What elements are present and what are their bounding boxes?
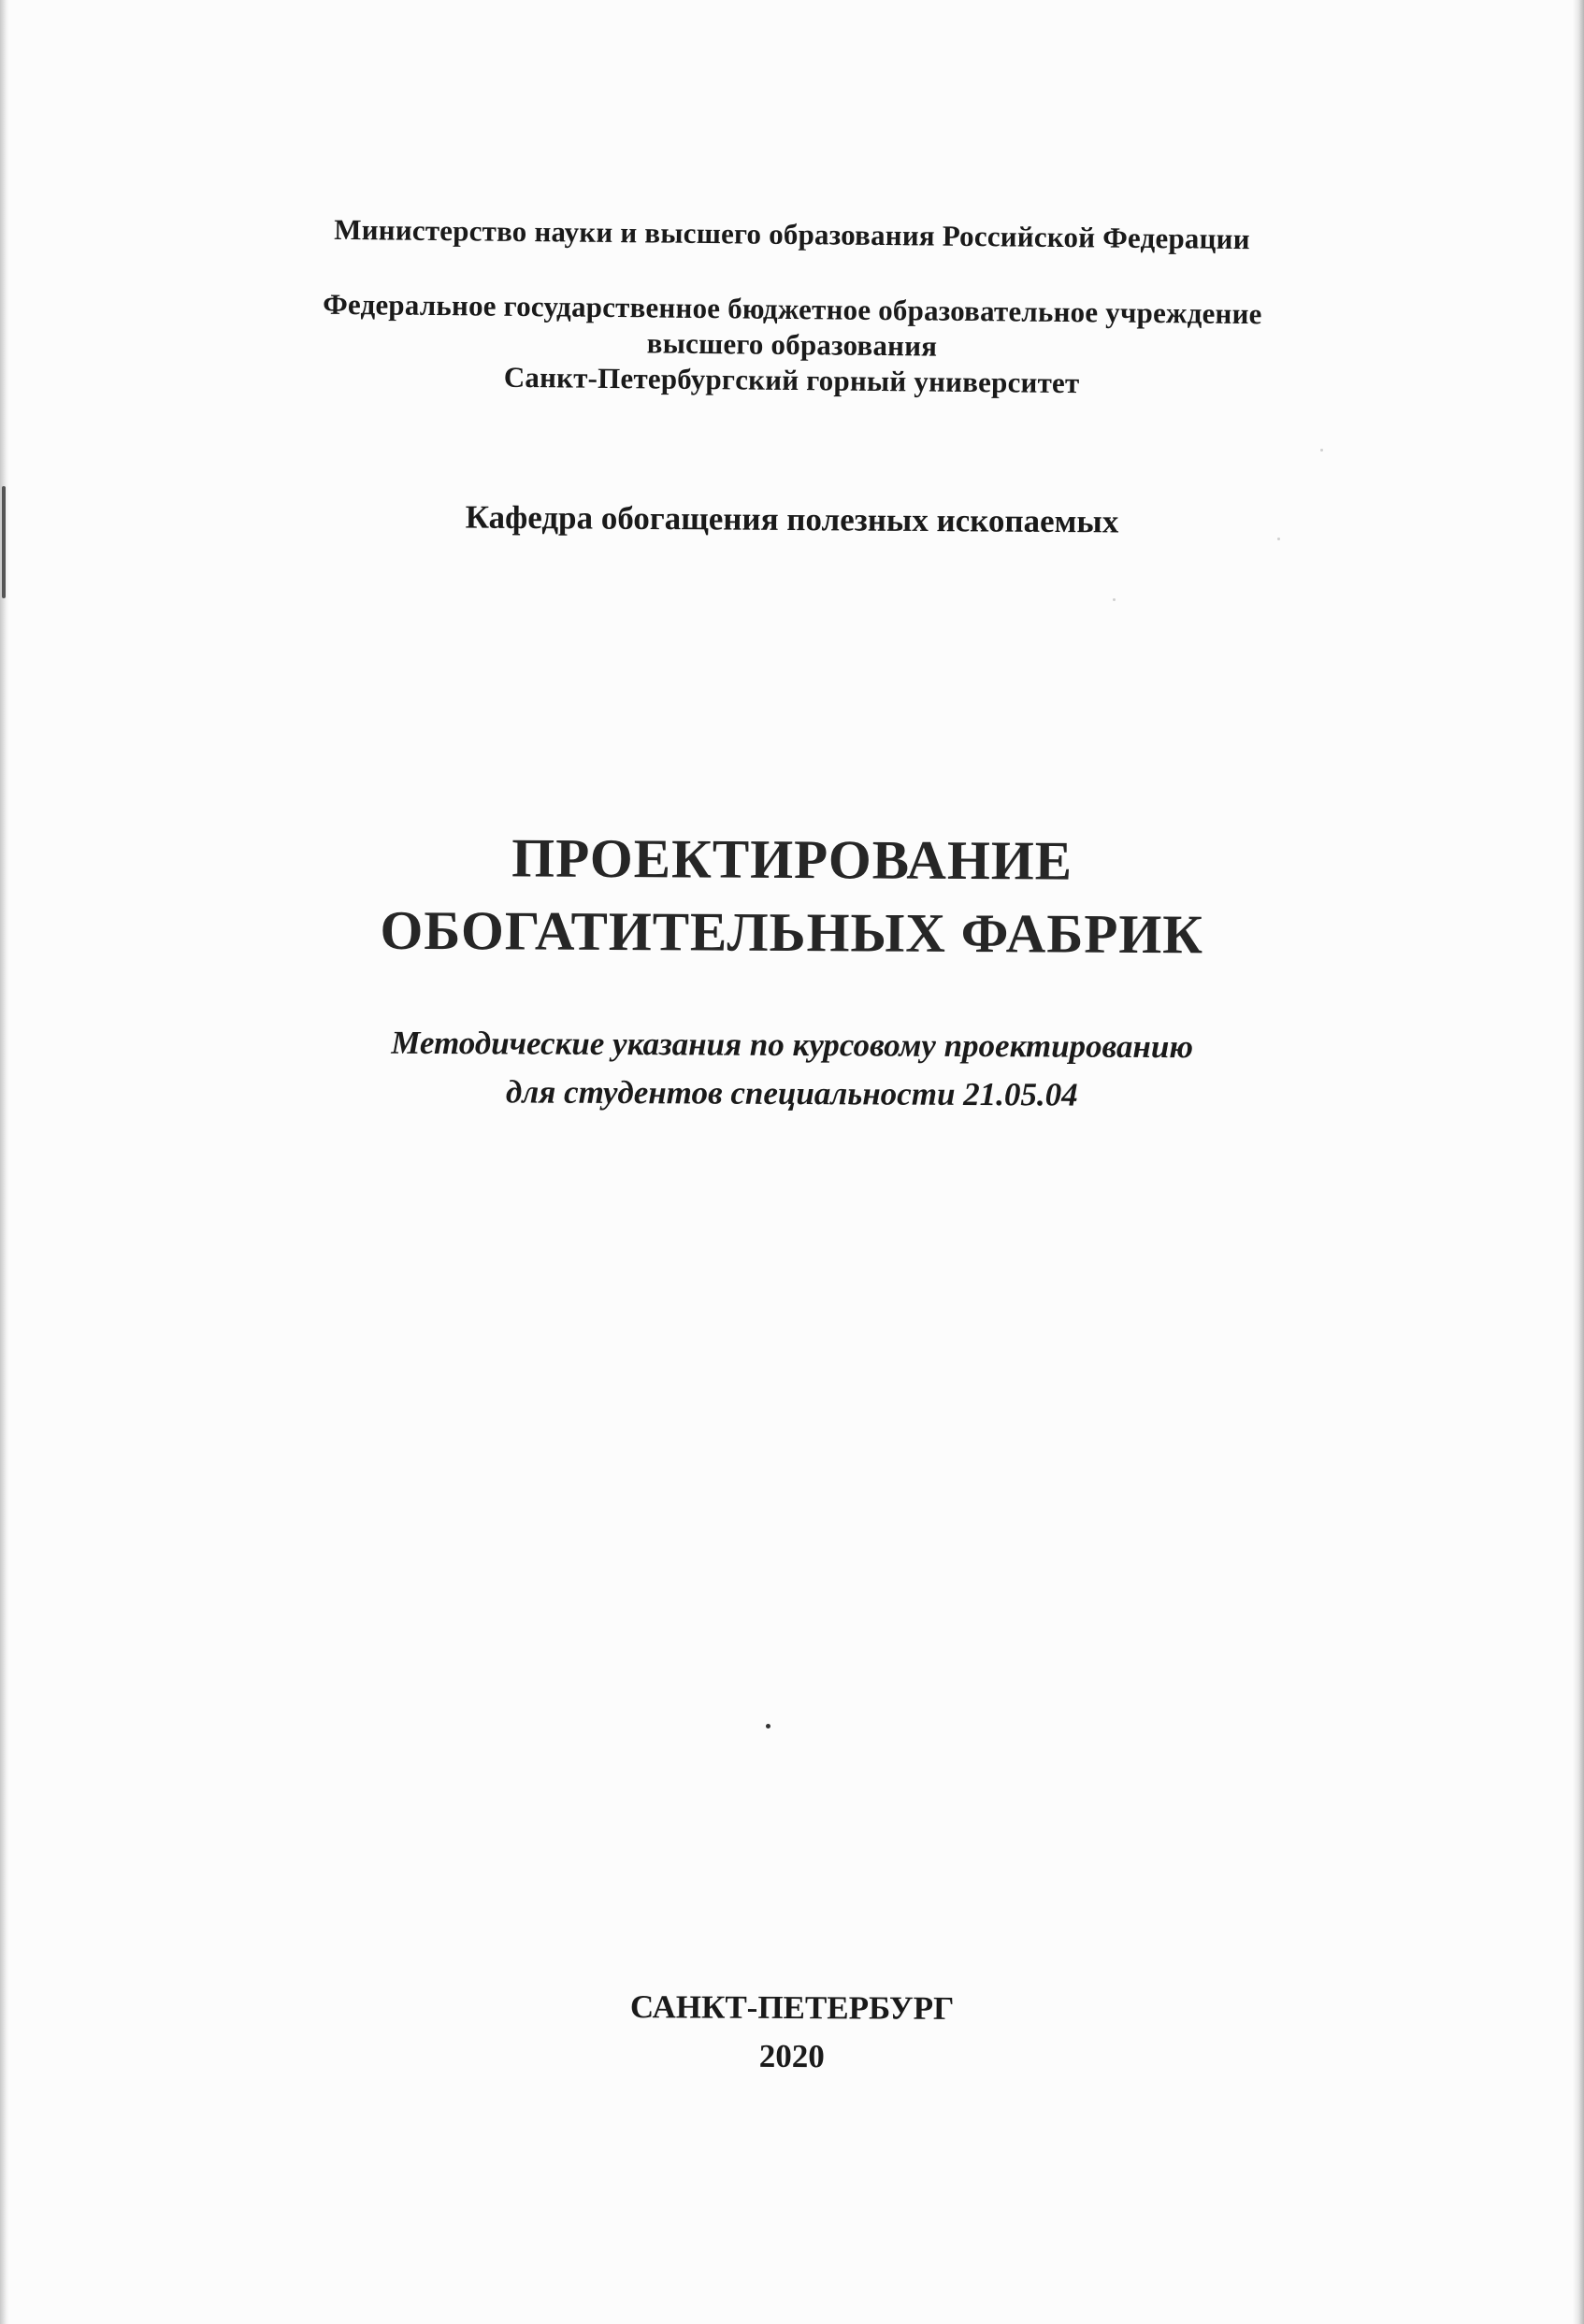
- department-name: Кафедра обогащения полезных ископаемых: [465, 498, 1119, 540]
- title-line-2: ОБОГАТИТЕЛЬНЫХ ФАБРИК: [380, 898, 1204, 966]
- institution-line-3: Санкт-Петербургский горный университет: [503, 360, 1080, 400]
- document-subtitle: [0, 1017, 1584, 1123]
- scan-speck: [1277, 538, 1280, 540]
- imprint: [0, 1980, 1584, 2086]
- institution-name: [0, 283, 1584, 407]
- institution-line-1: Федеральное государственное бюджетное образовательное учреждение: [323, 287, 1262, 331]
- document-title: [0, 819, 1584, 973]
- scan-speck: [1320, 449, 1323, 452]
- institution-line-2: высшего образования: [646, 326, 938, 363]
- scan-speck: [1113, 598, 1116, 601]
- subtitle-line-2: для студентов специальности 21.05.04: [505, 1073, 1078, 1113]
- imprint-city: САНКТ-ПЕТЕРБУРГ: [629, 1988, 955, 2027]
- scan-dot: [766, 1724, 770, 1729]
- imprint-year: 2020: [758, 2037, 825, 2075]
- title-line-1: ПРОЕКТИРОВАНИЕ: [511, 826, 1073, 892]
- ministry-name: Министерство науки и высшего образования Российской Федерации: [334, 212, 1250, 256]
- subtitle-line-1: Методические указания по курсовому проектированию: [391, 1024, 1194, 1066]
